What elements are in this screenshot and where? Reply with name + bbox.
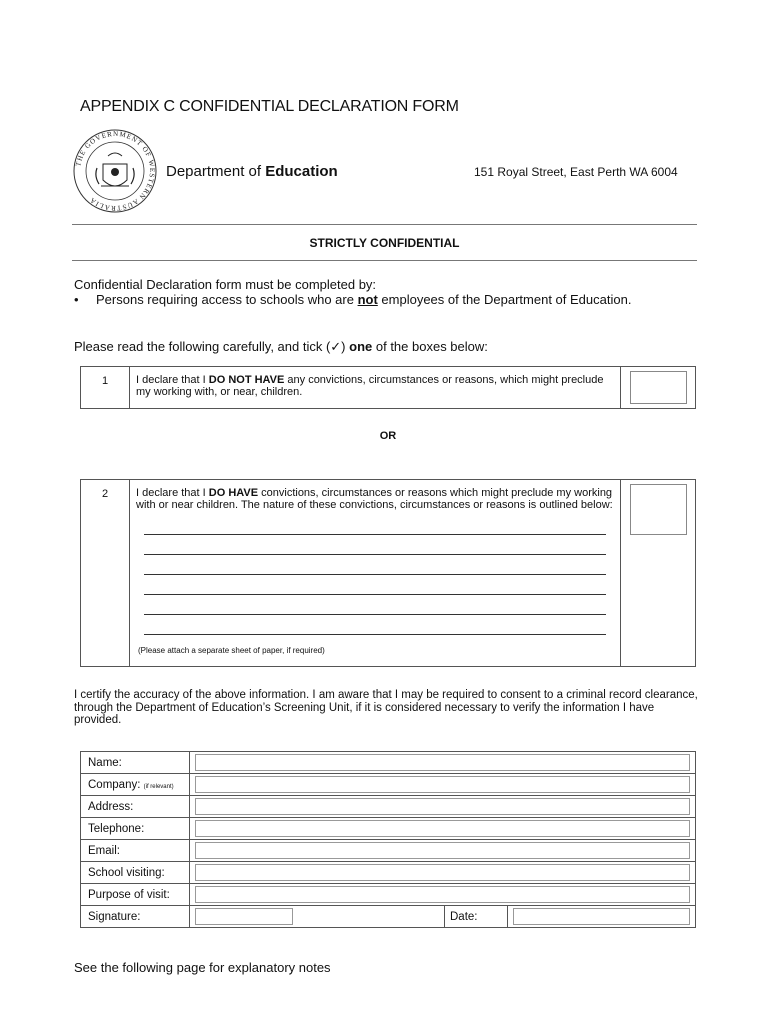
- purpose-field[interactable]: [195, 886, 690, 903]
- option-1-text: I declare that I DO NOT HAVE any convictions, circumstances or reasons, which might preclude my working with, or near, children.: [130, 367, 621, 409]
- explanation-line[interactable]: [144, 634, 606, 635]
- intro-text: Confidential Declaration form must be completed by:: [74, 277, 377, 292]
- option-2-text: I declare that I DO HAVE convictions, circumstances or reasons which might preclude my working with or near children. The nature of these convictions, circumstances or reasons is outlined below: (Please attach a separate sheet of paper, if required): [130, 480, 621, 667]
- school-label: School visiting:: [81, 862, 190, 884]
- purpose-label: Purpose of visit:: [81, 884, 190, 906]
- form-title: APPENDIX C CONFIDENTIAL DECLARATION FORM: [80, 98, 459, 115]
- signature-label: Signature:: [81, 906, 190, 928]
- email-field[interactable]: [195, 842, 690, 859]
- option-1-number: 1: [81, 367, 130, 409]
- divider-bottom: [72, 260, 697, 261]
- svg-text:THE GOVERNMENT OF WESTERN AUST: THE GOVERNMENT OF WESTERN AUSTRALIA: [74, 129, 157, 213]
- company-field[interactable]: [195, 776, 690, 793]
- department-name: Department of Education: [166, 163, 338, 180]
- department-address: 151 Royal Street, East Perth WA 6004: [474, 165, 678, 179]
- option-2-row: [80, 479, 696, 667]
- school-field[interactable]: [195, 864, 690, 881]
- confidential-banner: STRICTLY CONFIDENTIAL: [309, 236, 460, 250]
- or-separator: OR: [379, 430, 397, 442]
- divider-top: [72, 224, 697, 225]
- footer-note: See the following page for explanatory notes: [74, 960, 331, 975]
- certification-text: I certify the accuracy of the above information. I am aware that I may be required to consent to a criminal record clearance, through the Department of Education’s Screening Unit, if it is considered necessary to verify the information I have provided.: [74, 689, 698, 726]
- name-label: Name:: [81, 752, 190, 774]
- date-field[interactable]: [513, 908, 690, 925]
- address-label: Address:: [81, 796, 190, 818]
- email-label: Email:: [81, 840, 190, 862]
- date-label: Date:: [445, 906, 508, 928]
- instruction-text: Please read the following carefully, and tick (✓) one of the boxes below:: [74, 339, 488, 354]
- intro-bullet: • Persons requiring access to schools who are not employees of the Department of Education.: [74, 292, 632, 307]
- telephone-label: Telephone:: [81, 818, 190, 840]
- option-1-row: [80, 366, 696, 409]
- option-1-checkbox[interactable]: [630, 371, 687, 404]
- attach-note: (Please attach a separate sheet of paper, if required): [138, 646, 325, 655]
- details-form: [80, 751, 696, 928]
- name-field[interactable]: [195, 754, 690, 771]
- option-2-number: 2: [81, 480, 130, 667]
- telephone-field[interactable]: [195, 820, 690, 837]
- government-seal-icon: [72, 128, 158, 214]
- address-field[interactable]: [195, 798, 690, 815]
- company-label: Company: (if relevant): [81, 774, 190, 796]
- signature-field[interactable]: [195, 908, 293, 925]
- option-2-checkbox[interactable]: [630, 484, 687, 535]
